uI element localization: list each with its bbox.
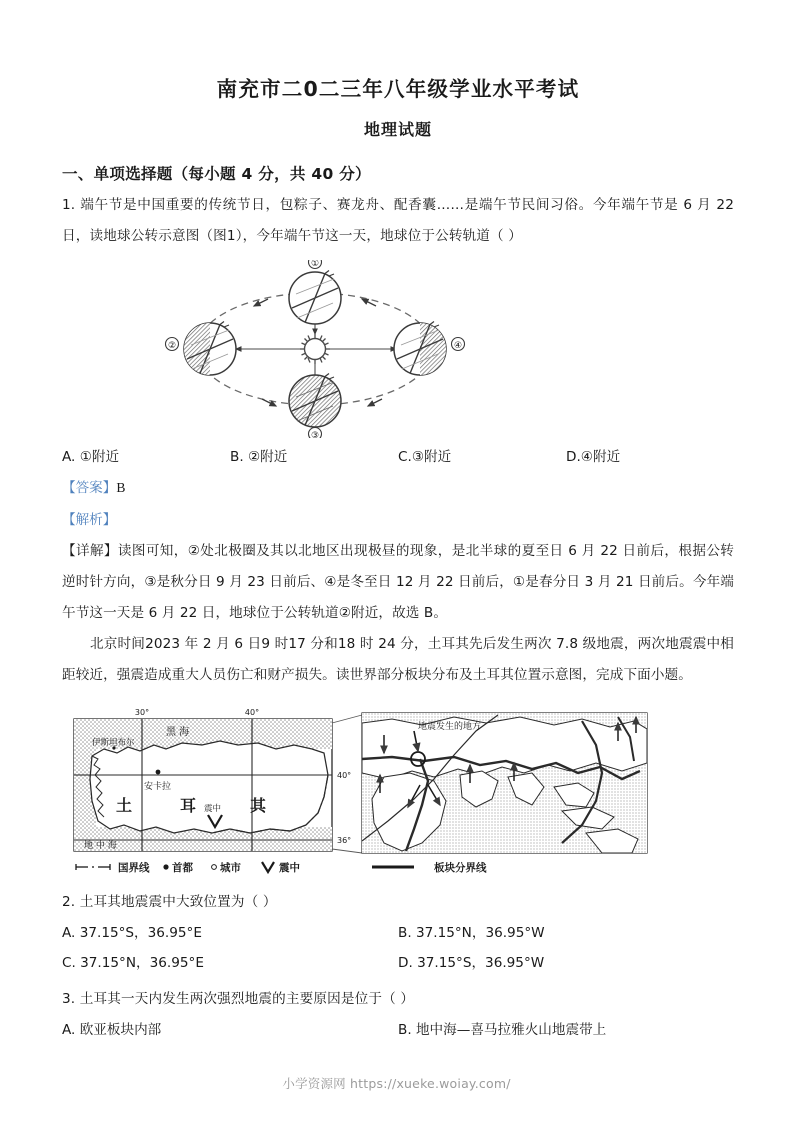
lat-label-36: 36° bbox=[337, 836, 352, 846]
question-2-options-row-2 bbox=[62, 948, 734, 978]
country-char-3: 其 bbox=[250, 796, 267, 816]
question-1-answer bbox=[62, 472, 734, 504]
epicenter-symbol-icon bbox=[262, 862, 274, 872]
option-a[interactable]: A. ①附近 bbox=[62, 449, 120, 466]
earth-orbit-diagram bbox=[150, 260, 480, 438]
q3-option-a[interactable]: A. 欧亚板块内部 bbox=[62, 1022, 162, 1039]
earth-position-1 bbox=[289, 260, 341, 324]
legend-plate-boundary-label: 板块分界线 bbox=[434, 862, 487, 875]
city-symbol-icon bbox=[212, 865, 217, 870]
earthquake-annotation: 地震发生的地方 bbox=[418, 722, 482, 733]
question-1-analysis bbox=[62, 504, 734, 536]
question-3-options-row-1 bbox=[62, 1015, 734, 1045]
lon-label-30: 30° bbox=[134, 708, 150, 718]
section-heading: 一、单项选择题（每小题 4 分，共 40 分） bbox=[62, 165, 371, 184]
lat-label-40: 40° bbox=[337, 771, 352, 781]
legend-city-label: 城市 bbox=[220, 862, 241, 875]
world-plates-map bbox=[362, 713, 647, 853]
plates-map-legend bbox=[372, 861, 487, 874]
analysis-label: 【解析】 bbox=[62, 512, 117, 529]
option-c[interactable]: C.③附近 bbox=[398, 449, 452, 466]
sun-icon bbox=[300, 334, 330, 364]
option-d[interactable]: D.④附近 bbox=[566, 449, 621, 466]
mediterranean-sea-label: 地 中 海 bbox=[84, 841, 117, 852]
capital-symbol-icon bbox=[163, 865, 168, 870]
earth-position-4 bbox=[394, 322, 465, 376]
passage-earthquake: 北京时间2023 年 2 月 6 日9 时17 分和18 时 24 分，土耳其先后发生两次 7.8 级地震，两次地震震中相距较近，强震造成重大人员伤亡和财产损失。读世界部分板块分布及土耳其位置示意图，完成下面小题。 bbox=[62, 636, 734, 684]
question-1-detail bbox=[62, 536, 734, 629]
legend-border-label: 国界线 bbox=[118, 862, 150, 875]
earth-position-2 bbox=[166, 322, 237, 376]
country-char-2: 耳 bbox=[180, 796, 197, 816]
footer-watermark: 小学资源网 https://xueke.woiay.com/ bbox=[282, 1076, 511, 1091]
question-1-text: 1. 端午节是中国重要的传统节日，包粽子、赛龙舟、配香囊……是端午节民间习俗。今年端午节是 6 月 22 日，读地球公转示意图（图1），今年端午节这一天，地球位于公转轨道（ ） bbox=[62, 197, 734, 245]
answer-label: 【答案】 bbox=[62, 480, 117, 497]
earth-label-3: ③ bbox=[310, 431, 320, 439]
legend-capital-label: 首都 bbox=[172, 862, 193, 875]
question-2-options-row-1 bbox=[62, 918, 734, 948]
earth-label-2: ② bbox=[167, 341, 177, 352]
q3-option-b[interactable]: B. 地中海—喜马拉雅火山地震带上 bbox=[398, 1022, 607, 1039]
detail-text: 读图可知，②处北极圈及其以北地区出现极昼的现象，是北半球的夏至日 6 月 22 日前后，根据公转逆时针方向，③是秋分日 9 月 23 日前后、④是冬至日 12 月 22 日前后，①是春分日 3 月 21 日前后。今年端午节这一天是 6 月 22 日，地球位于公转轨道②附近，故选 B。 bbox=[62, 543, 735, 622]
page-content bbox=[62, 60, 734, 1045]
option-b[interactable]: B. ②附近 bbox=[230, 449, 288, 466]
question-2-text: 2. 土耳其地震震中大致位置为（ ） bbox=[62, 894, 277, 911]
figure-earth-revolution bbox=[62, 260, 734, 438]
city-istanbul-label: 伊斯坦布尔 bbox=[92, 738, 135, 749]
q2-option-d[interactable]: D. 37.15°S，36.95°W bbox=[398, 955, 545, 972]
answer-value: B bbox=[116, 480, 126, 496]
epicenter-label: 震中 bbox=[204, 804, 222, 815]
legend-epicenter-label: 震中 bbox=[279, 862, 300, 875]
earth-position-3 bbox=[289, 374, 341, 439]
q2-option-c[interactable]: C. 37.15°N，36.95°E bbox=[62, 955, 204, 972]
earth-label-1: ① bbox=[310, 260, 320, 270]
page-title: 南充市二0二三年八年级学业水平考试 bbox=[216, 76, 580, 101]
page-subtitle: 地理试题 bbox=[363, 120, 432, 140]
turkey-map-legend bbox=[76, 861, 300, 874]
question-3-text: 3. 土耳其一天内发生两次强烈地震的主要原因是位于（ ） bbox=[62, 991, 415, 1008]
q2-option-a[interactable]: A. 37.15°S，36.95°E bbox=[62, 925, 202, 942]
country-char-1: 土 bbox=[116, 796, 133, 816]
map-figure bbox=[62, 701, 662, 881]
figure-turkey-and-plates bbox=[62, 701, 734, 881]
detail-label: 【详解】 bbox=[62, 543, 118, 560]
black-sea-label: 黑 海 bbox=[166, 727, 190, 739]
lon-label-40: 40° bbox=[244, 708, 260, 718]
turkey-map bbox=[74, 708, 362, 853]
capital-ankara-label: 安卡拉 bbox=[144, 782, 172, 793]
earth-label-4: ④ bbox=[453, 341, 463, 352]
q2-option-b[interactable]: B. 37.15°N，36.95°W bbox=[398, 925, 545, 942]
question-1-options bbox=[62, 442, 734, 472]
